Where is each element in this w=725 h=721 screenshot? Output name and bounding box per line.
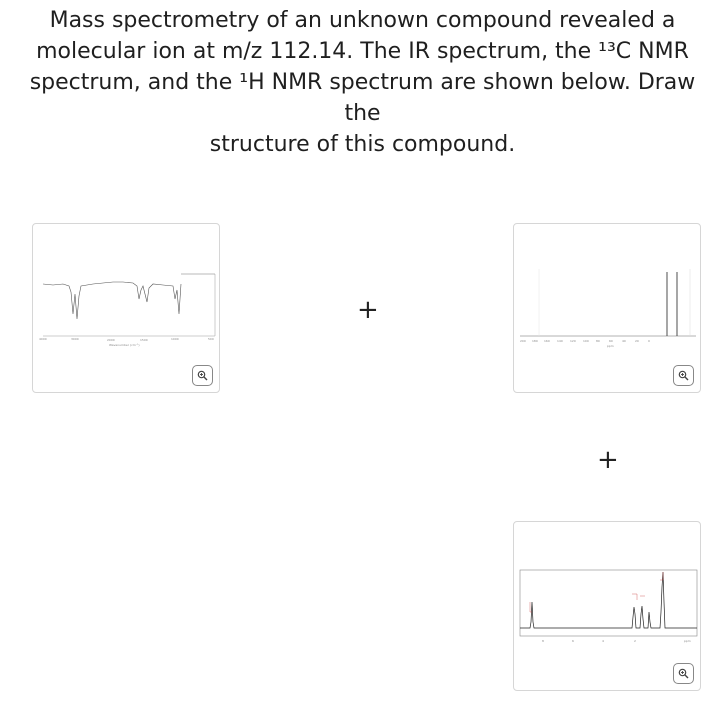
svg-text:100: 100 — [583, 339, 589, 343]
svg-text:Wavenumber (cm⁻¹): Wavenumber (cm⁻¹) — [109, 343, 140, 347]
svg-text:0: 0 — [648, 339, 650, 343]
svg-text:120: 120 — [570, 339, 576, 343]
svg-text:40: 40 — [622, 339, 626, 343]
svg-text:160: 160 — [544, 339, 550, 343]
question-line-4: structure of this compound. — [209, 132, 516, 157]
magnifier-zoom-icon — [678, 668, 689, 679]
ir-spectrum-card[interactable] — [32, 223, 220, 393]
svg-text:4: 4 — [602, 639, 604, 643]
svg-text:ppm: ppm — [607, 344, 614, 348]
ir-spectrum-zoom-button[interactable] — [192, 365, 213, 386]
question-line-3: spectrum, and the ¹H NMR spectrum are shown below. Draw the — [29, 70, 696, 126]
magnifier-zoom-icon — [678, 370, 689, 381]
c13-nmr-spectrum-card[interactable] — [513, 223, 701, 393]
svg-text:180: 180 — [532, 339, 538, 343]
svg-text:140: 140 — [557, 339, 563, 343]
svg-text:2000: 2000 — [107, 338, 115, 342]
svg-text:1000: 1000 — [171, 337, 179, 341]
plus-operator-2: + — [597, 445, 619, 475]
svg-text:2: 2 — [634, 639, 636, 643]
h1-nmr-spectrum-card[interactable] — [513, 521, 701, 691]
svg-text:3000: 3000 — [71, 337, 79, 341]
question-line-2: molecular ion at m/z 112.14. The IR spectrum, the ¹³C NMR — [36, 39, 689, 64]
magnifier-zoom-icon — [197, 370, 208, 381]
svg-text:4000: 4000 — [39, 337, 47, 341]
svg-text:8: 8 — [542, 639, 544, 643]
svg-text:80: 80 — [596, 339, 600, 343]
svg-text:1500: 1500 — [140, 338, 148, 342]
svg-text:60: 60 — [609, 339, 613, 343]
question-line-1: Mass spectrometry of an unknown compound revealed a — [49, 8, 676, 33]
svg-text:500: 500 — [208, 337, 214, 341]
h1-nmr-zoom-button[interactable] — [673, 663, 694, 684]
svg-text:20: 20 — [635, 339, 639, 343]
svg-text:200: 200 — [520, 339, 526, 343]
question-text — [10, 5, 715, 160]
svg-text:6: 6 — [572, 639, 574, 643]
c13-nmr-zoom-button[interactable] — [673, 365, 694, 386]
svg-text:ppm: ppm — [684, 639, 691, 643]
plus-operator-1: + — [357, 295, 379, 325]
